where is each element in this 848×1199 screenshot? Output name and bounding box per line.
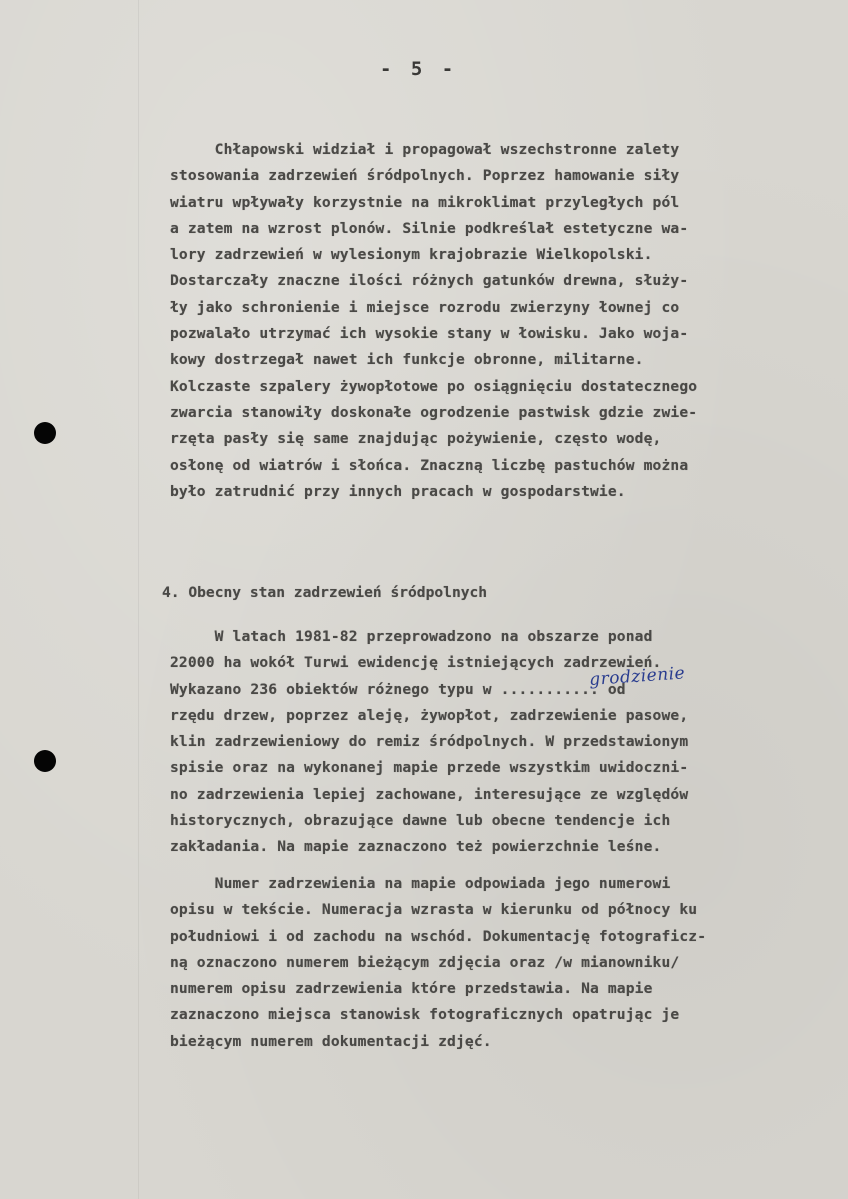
text-line: 22000 ha wokół Turwi ewidencję istniejących zadrzewień. xyxy=(170,654,662,672)
text-line: kowy dostrzegał nawet ich funkcje obronne, militarne. xyxy=(170,351,644,369)
text-line: numerem opisu zadrzewienia które przedstawia. Na mapie xyxy=(170,980,653,998)
text-line: ną oznaczono numerem bieżącym zdjęcia oraz /w mianowniku/ xyxy=(170,953,680,971)
text-line: pozwalało utrzymać ich wysokie stany w łowisku. Jako woja- xyxy=(170,325,689,343)
text-line: południowi i od zachodu na wschód. Dokumentację fotograficz- xyxy=(170,927,707,945)
text-line: spisie oraz na wykonanej mapie przede wszystkim uwidoczni- xyxy=(170,759,689,777)
text-line: a zatem na wzrost plonów. Silnie podkreślał estetyczne wa- xyxy=(170,219,689,237)
text-line: Wykazano 236 obiektów różnego typu w ........... od xyxy=(170,680,626,698)
text-line: bieżącym numerem dokumentacji zdjęć. xyxy=(170,1032,492,1050)
handwritten-insert: grodzienie xyxy=(588,663,686,690)
text-line: no zadrzewienia lepiej zachowane, interesujące ze względów xyxy=(170,785,689,803)
text-line: zakładania. Na mapie zaznaczono też powierzchnie leśne. xyxy=(170,838,662,856)
paragraph-numbering xyxy=(170,871,830,1055)
text-line: Kolczaste szpalery żywopłotowe po osiągnięciu dostatecznego xyxy=(170,377,698,395)
text-line: Dostarczały znaczne ilości różnych gatunków drewna, służy- xyxy=(170,272,689,290)
text-line: historycznych, obrazujące dawne lub obecne tendencje ich xyxy=(170,812,671,830)
text-line: rzęta pasły się same znajdując pożywienie, często wodę, xyxy=(170,430,662,448)
text-line: zaznaczono miejsca stanowisk fotograficznych opatrując je xyxy=(170,1006,680,1024)
page-number: - 5 - xyxy=(380,58,458,80)
paragraph-inventory xyxy=(170,624,830,861)
text-line: Numer zadrzewienia na mapie odpowiada jego numerowi xyxy=(170,875,671,892)
text-line: lory zadrzewień w wylesionym krajobrazie Wielkopolski. xyxy=(170,246,653,264)
text-line: zwarcia stanowiły doskonałe ogrodzenie pastwisk gdzie zwie- xyxy=(170,403,698,421)
paragraph-chlapowski xyxy=(170,137,830,505)
text-line: było zatrudnić przy innych pracach w gospodarstwie. xyxy=(170,482,626,500)
text-line: stosowania zadrzewień śródpolnych. Poprzez hamowanie siły xyxy=(170,167,680,185)
text-line: osłonę od wiatrów i słońca. Znaczną liczbę pastuchów można xyxy=(170,456,689,474)
text-line: rzędu drzew, poprzez aleję, żywopłot, zadrzewienie pasowe, xyxy=(170,706,689,724)
text-line: Chłapowski widział i propagował wszechstronne zalety xyxy=(170,141,680,158)
text-line: klin zadrzewieniowy do remiz śródpolnych. W przedstawionym xyxy=(170,733,689,751)
section-heading: 4. Obecny stan zadrzewień śródpolnych xyxy=(162,584,488,601)
punch-hole-top xyxy=(34,422,56,444)
text-line: ły jako schronienie i miejsce rozrodu zwierzyny łownej co xyxy=(170,298,680,316)
paper-fold-line xyxy=(138,0,139,1199)
text-line: wiatru wpływały korzystnie na mikroklimat przyległych pól xyxy=(170,193,680,211)
text-line: opisu w tekście. Numeracja wzrasta w kierunku od północy ku xyxy=(170,901,698,919)
punch-hole-bottom xyxy=(34,750,56,772)
text-line: W latach 1981-82 przeprowadzono na obszarze ponad xyxy=(170,628,653,645)
